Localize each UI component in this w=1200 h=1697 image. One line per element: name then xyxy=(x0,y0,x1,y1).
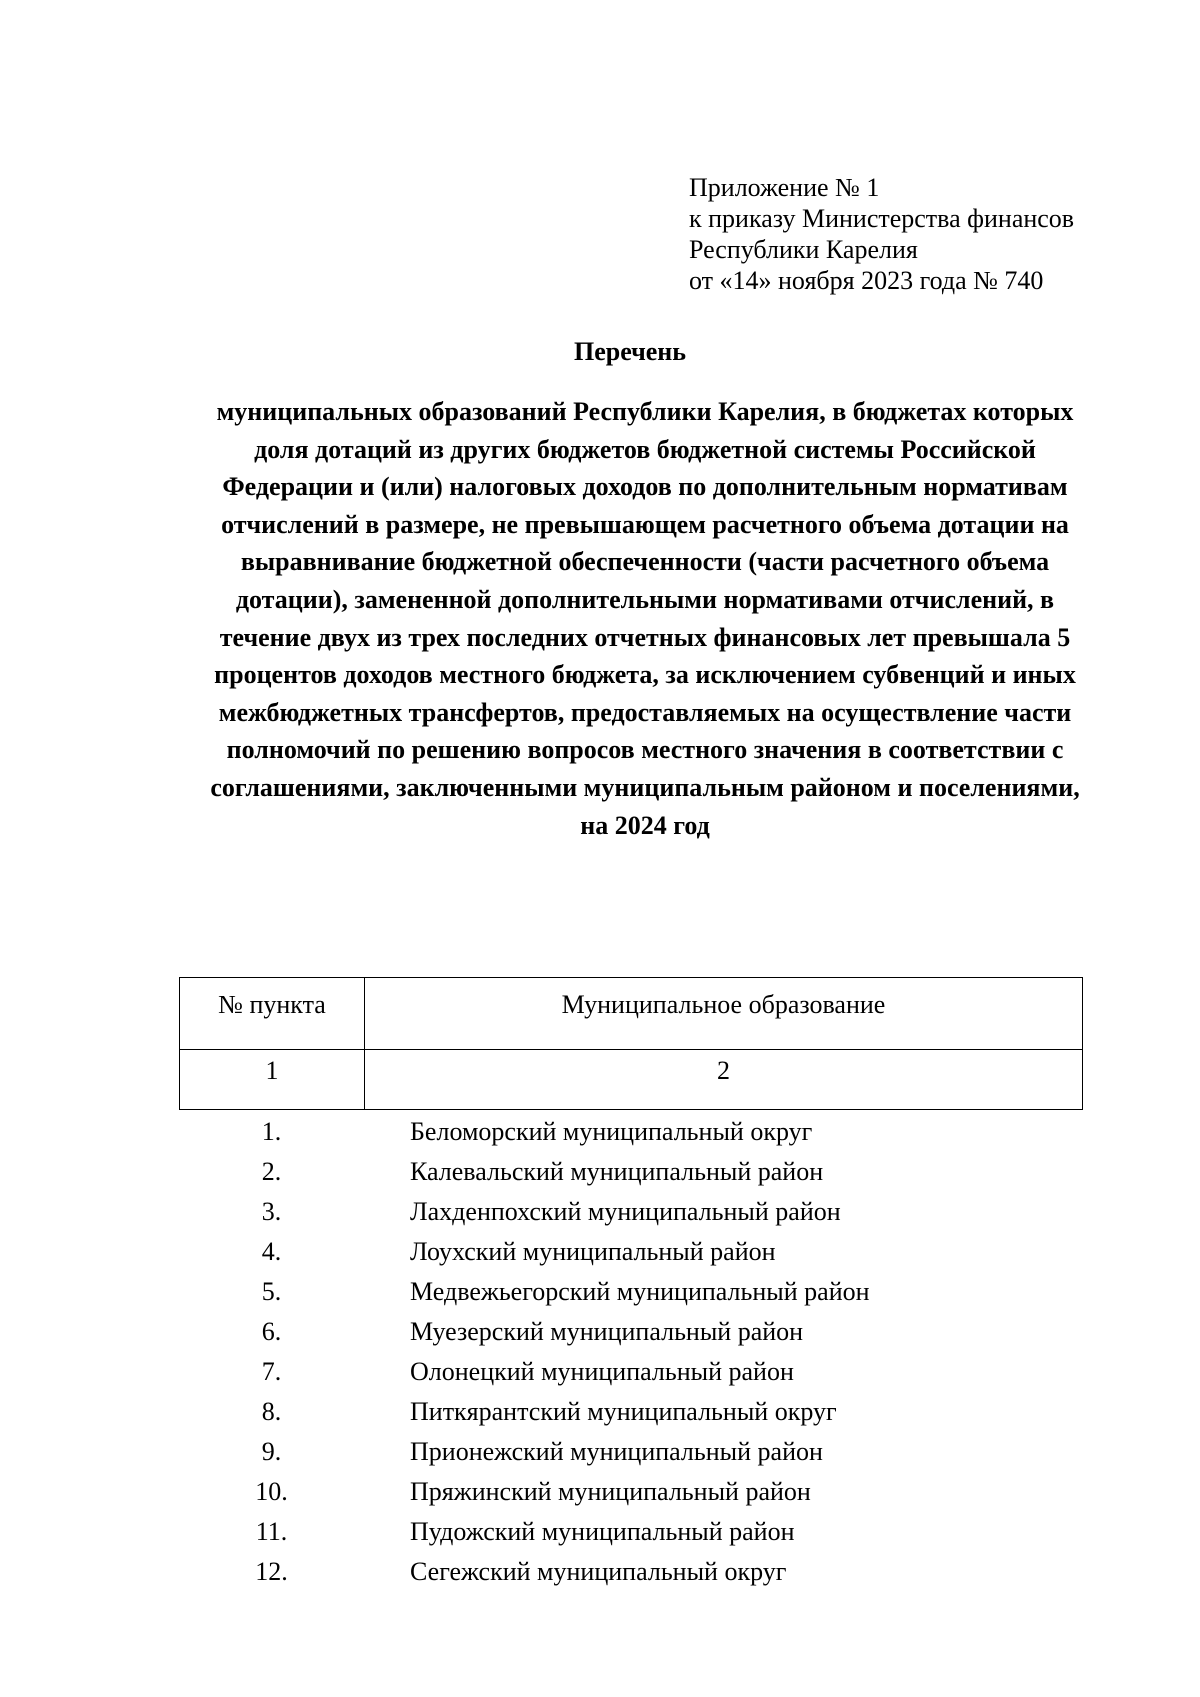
subtitle-line: Федерации и (или) налоговых доходов по дополнительным нормативам xyxy=(222,472,1068,502)
column-number-2: 2 xyxy=(365,1050,1083,1110)
municipality-name: Беломорский муниципальный округ xyxy=(410,1117,813,1146)
subtitle-line: доля дотаций из других бюджетов бюджетной системы Российской xyxy=(254,434,1036,464)
row-number: 4. xyxy=(261,1237,282,1266)
table-row xyxy=(179,1392,1083,1432)
table-row xyxy=(179,1432,1083,1472)
header-municipality: Муниципальное образование xyxy=(365,978,1083,1050)
document-subtitle xyxy=(145,393,1145,844)
row-number: 11. xyxy=(255,1517,288,1546)
subtitle-line: течение двух из трех последних отчетных финансовых лет превышала 5 xyxy=(219,622,1071,652)
municipality-name: Медвежьегорский муниципальный район xyxy=(410,1277,870,1306)
row-number: 12. xyxy=(255,1557,288,1586)
annex-number: Приложение № 1 xyxy=(689,173,880,202)
subtitle-line: дотации), замененной дополнительными нормативами отчислений, в xyxy=(235,584,1055,614)
table-header xyxy=(179,977,1083,1110)
subtitle-line: полномочий по решению вопросов местного значения в соответствии с xyxy=(226,735,1064,765)
municipality-name: Олонецкий муниципальный район xyxy=(410,1357,794,1386)
table-row xyxy=(179,1512,1083,1552)
column-number-row xyxy=(180,1050,1083,1110)
table-row xyxy=(179,1232,1083,1272)
subtitle-line: процентов доходов местного бюджета, за исключением субвенций и иных xyxy=(214,660,1076,690)
table-row xyxy=(179,1272,1083,1312)
annex-date: от «14» ноября 2023 года № 740 xyxy=(689,266,1044,295)
row-number: 2. xyxy=(261,1157,282,1186)
subtitle-line: выравнивание бюджетной обеспеченности (части расчетного объема xyxy=(240,547,1050,577)
annex-republic: Республики Карелия xyxy=(689,235,918,264)
subtitle-line: на 2024 год xyxy=(580,810,710,840)
table-row xyxy=(179,1192,1083,1232)
row-number: 6. xyxy=(261,1317,282,1346)
row-number: 3. xyxy=(261,1197,282,1226)
table-row xyxy=(179,1472,1083,1512)
subtitle-line: отчислений в размере, не превышающем расчетного объема дотации на xyxy=(221,509,1069,539)
municipality-name: Прионежский муниципальный район xyxy=(410,1437,823,1466)
row-number: 10. xyxy=(255,1477,288,1506)
municipality-name: Калевальский муниципальный район xyxy=(410,1157,824,1186)
row-number: 9. xyxy=(261,1437,282,1466)
row-number: 1. xyxy=(261,1117,282,1146)
municipality-name: Пряжинский муниципальный район xyxy=(410,1477,811,1506)
table-row xyxy=(179,1112,1083,1152)
table-row xyxy=(179,1552,1083,1592)
table-row xyxy=(179,1152,1083,1192)
document-title: Перечень xyxy=(573,337,687,366)
municipality-list xyxy=(179,1112,1083,1592)
subtitle-line: муниципальных образований Республики Карелия, в бюджетах которых xyxy=(216,397,1074,426)
municipality-name: Лоухский муниципальный район xyxy=(410,1237,776,1266)
municipality-name: Лахденпохский муниципальный район xyxy=(410,1197,841,1226)
table-row xyxy=(179,1312,1083,1352)
row-number: 7. xyxy=(261,1357,282,1386)
annex-header xyxy=(689,172,1074,296)
header-row xyxy=(180,978,1083,1050)
subtitle-line: соглашениями, заключенными муниципальным районом и поселениями, xyxy=(210,772,1080,802)
municipality-name: Пудожский муниципальный район xyxy=(410,1517,795,1546)
municipality-name: Муезерский муниципальный район xyxy=(410,1317,804,1346)
annex-order-ref: к приказу Министерства финансов xyxy=(689,204,1075,233)
row-number: 8. xyxy=(261,1397,282,1426)
row-number: 5. xyxy=(261,1277,282,1306)
header-item-number: № пункта xyxy=(180,978,365,1050)
subtitle-line: межбюджетных трансфертов, предоставляемых на осуществление части xyxy=(218,697,1072,727)
column-number-1: 1 xyxy=(180,1050,365,1110)
table-row xyxy=(179,1352,1083,1392)
municipality-name: Питкярантский муниципальный округ xyxy=(410,1397,837,1426)
municipality-name: Сегежский муниципальный округ xyxy=(410,1557,787,1586)
